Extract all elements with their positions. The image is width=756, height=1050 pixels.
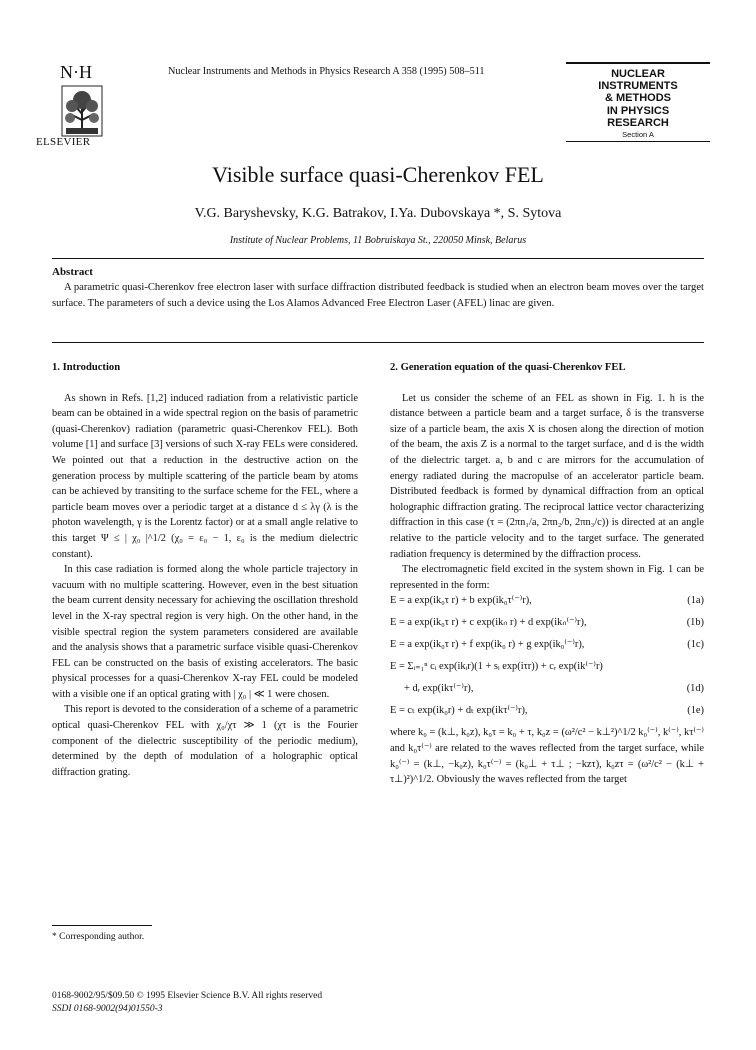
divider xyxy=(52,258,704,259)
copyright-line: 0168-9002/95/$09.50 © 1995 Elsevier Science B.V. All rights reserved xyxy=(52,991,323,1001)
footnote-divider xyxy=(52,925,152,926)
equation xyxy=(390,637,704,659)
right-column xyxy=(390,360,704,788)
paragraph: This report is devoted to the consideration of a scheme of a parametric optical quasi-Cherenkov FEL with χ₀/χτ ≫ 1 (χτ is the Fourier component of the dielectric susceptibility of the periodic medium), determined by the depth of modulation of a holographic optical diffraction grating. xyxy=(52,704,358,778)
footnote: * Corresponding author. xyxy=(52,932,145,942)
equation-number: (1b) xyxy=(686,617,704,629)
journal-badge xyxy=(566,62,710,146)
left-column xyxy=(52,360,358,780)
paragraph: In this case radiation is formed along the whole particle trajectory in vacuum with no multiple scattering. However, even in the best situation the beam current density necessary for achieving the oscillation threshold level in the X-ray spectral region is very high. On the other hand, in the visible spectral region the system parameters considered are available and the analysis shows that a parametric surface visible quasi-Cherenkov FEL can be constructed on the basis of existing accelerators. The basic physical processes for a quasi-Cherenkov X-ray FEL could be modeled with a visible one if an optical grating with | χ₀ | ≪ 1 were chosen. xyxy=(52,564,358,700)
equation xyxy=(390,681,704,703)
journal-badge-line: IN PHYSICS xyxy=(606,104,670,117)
logo-text: N·H xyxy=(60,62,92,82)
journal-badge-line: INSTRUMENTS xyxy=(598,79,678,92)
equation-body: E = Σᵢ₌₁ⁿ cᵢ exp(ikᵢr)(1 + sᵢ exp(iτr)) + cᵣ exp(ik⁽⁻⁾r) xyxy=(390,661,603,673)
equation-body: E = a exp(ik₀τ r) + b exp(ik₀τ⁽⁻⁾r), xyxy=(390,595,532,607)
paragraph: As shown in Refs. [1,2] induced radiation from a relativistic particle beam can be obtained in a wide spectral region on the basis of parametric (quasi-Cherenkov) radiation (parametric quasi-Cherenkov FEL). Both volume [1] and surface [3] versions of such X-ray FELs were considered. We pointed out that a reduction in the destructive action on the generation process by multiple scattering of the particle beam by atoms can be achieved by transiting to the surface scheme for the FEL, where a particle beam moves over a periodic target at a distance d ≤ λγ (λ is the photon wavelength, γ is the Lorentz factor) or at a small angle relative to this target Ψ ≤ | χ₀ |^1/2 (χ₀ = ε₀ − 1, ε₀ is the medium dielectric constant). xyxy=(52,392,358,560)
paragraph: Let us consider the scheme of an FEL as shown in Fig. 1. h is the distance between a particle beam and a target surface, δ is the transverse size of a particle beam, the axis X is chosen along the direction of motion of the beam, the axis Z is a normal to the target surface, and d is the width of the dielectric target. a, b and c are mirrors for the accumulation of energy radiated during the macropulse of an accelerator particle beam. Distributed feedback is formed by dynamical diffraction from an optical holographic diffraction grating. The reciprocal lattice vector characterizing diffraction in this case (τ = (2πn₁/a, 2πn₂/b, 2πn₃/c)) is directed at an angle relative to the particle velocity and to the target surface. The generated radiation frequency is determined by the diffraction process. xyxy=(390,392,704,560)
equation-body: + dᵣ exp(ikτ⁽⁻⁾r), xyxy=(404,683,474,695)
copyright xyxy=(52,990,322,1016)
divider xyxy=(52,342,704,343)
paragraph: where k₀ = (k⊥, k₀z), k₀τ = k₀ + τ, k₀z = (ω²/c² − k⊥²)^1/2 k₀⁽⁻⁾, k⁽⁻⁾, kτ⁽⁻⁾ and k₀τ⁽⁻⁾ are related to the waves reflected from the target surface, while k₀⁽⁻⁾ = (k⊥, −k₀z), k₀τ⁽⁻⁾ = (k₀⊥ + τ⊥ ; −kzτ), k₀zτ = (ω²/c² − (k⊥ + τ⊥)²)^1/2. Obviously the waves reflected from the target xyxy=(390,727,704,786)
abstract-text: A parametric quasi-Cherenkov free electron laser with surface diffraction distributed feedback is studied when an electron beam moves over the target surface. The parameters of such a device using the Los Alamos Advanced Free Electron Laser (AFEL) linac are given. xyxy=(52,282,704,309)
journal-badge-line: RESEARCH xyxy=(607,117,669,130)
equation-number: (1e) xyxy=(687,705,704,717)
equation-number: (1d) xyxy=(686,683,704,695)
equation xyxy=(390,593,704,615)
ssdi-line: SSDI 0168-9002(94)01550-3 xyxy=(52,1004,163,1014)
equation xyxy=(390,659,704,681)
affiliation: Institute of Nuclear Problems, 11 Bobruiskaya St., 220050 Minsk, Belarus xyxy=(229,235,527,246)
journal-badge-line: NUCLEAR xyxy=(611,67,665,80)
author-list: V.G. Baryshevsky, K.G. Batrakov, I.Ya. Dubovskaya *, S. Sytova xyxy=(194,206,562,221)
tree-emblem-icon xyxy=(60,84,104,138)
abstract-heading: Abstract xyxy=(52,266,93,278)
publisher-name: ELSEVIER xyxy=(36,136,91,148)
section-heading: 1. Introduction xyxy=(52,362,121,373)
equation-number: (1c) xyxy=(687,639,704,651)
equation-body: E = a exp(ik₀τ r) + f exp(ik₀ r) + g exp(ik₀⁽⁻⁾r), xyxy=(390,639,585,651)
equation xyxy=(390,703,704,725)
journal-badge-line: & METHODS xyxy=(605,92,671,105)
equation-number: (1a) xyxy=(687,595,704,607)
paragraph: The electromagnetic field excited in the system shown in Fig. 1 can be represented in the form: xyxy=(390,564,704,591)
section-heading: 2. Generation equation of the quasi-Cherenkov FEL xyxy=(390,362,626,373)
equation-body: E = a exp(ik₀τ r) + c exp(ikₙ r) + d exp(ikₙ⁽⁻⁾r), xyxy=(390,617,587,629)
equation xyxy=(390,615,704,637)
journal-section: Section A xyxy=(622,129,654,139)
paper-title: Visible surface quasi-Cherenkov FEL xyxy=(212,162,544,187)
equation-body: E = cₜ exp(ik₀r) + dₜ exp(ikτ⁽⁻⁾r), xyxy=(390,705,528,717)
journal-citation: Nuclear Instruments and Methods in Physics Research A 358 (1995) 508–511 xyxy=(168,66,485,77)
